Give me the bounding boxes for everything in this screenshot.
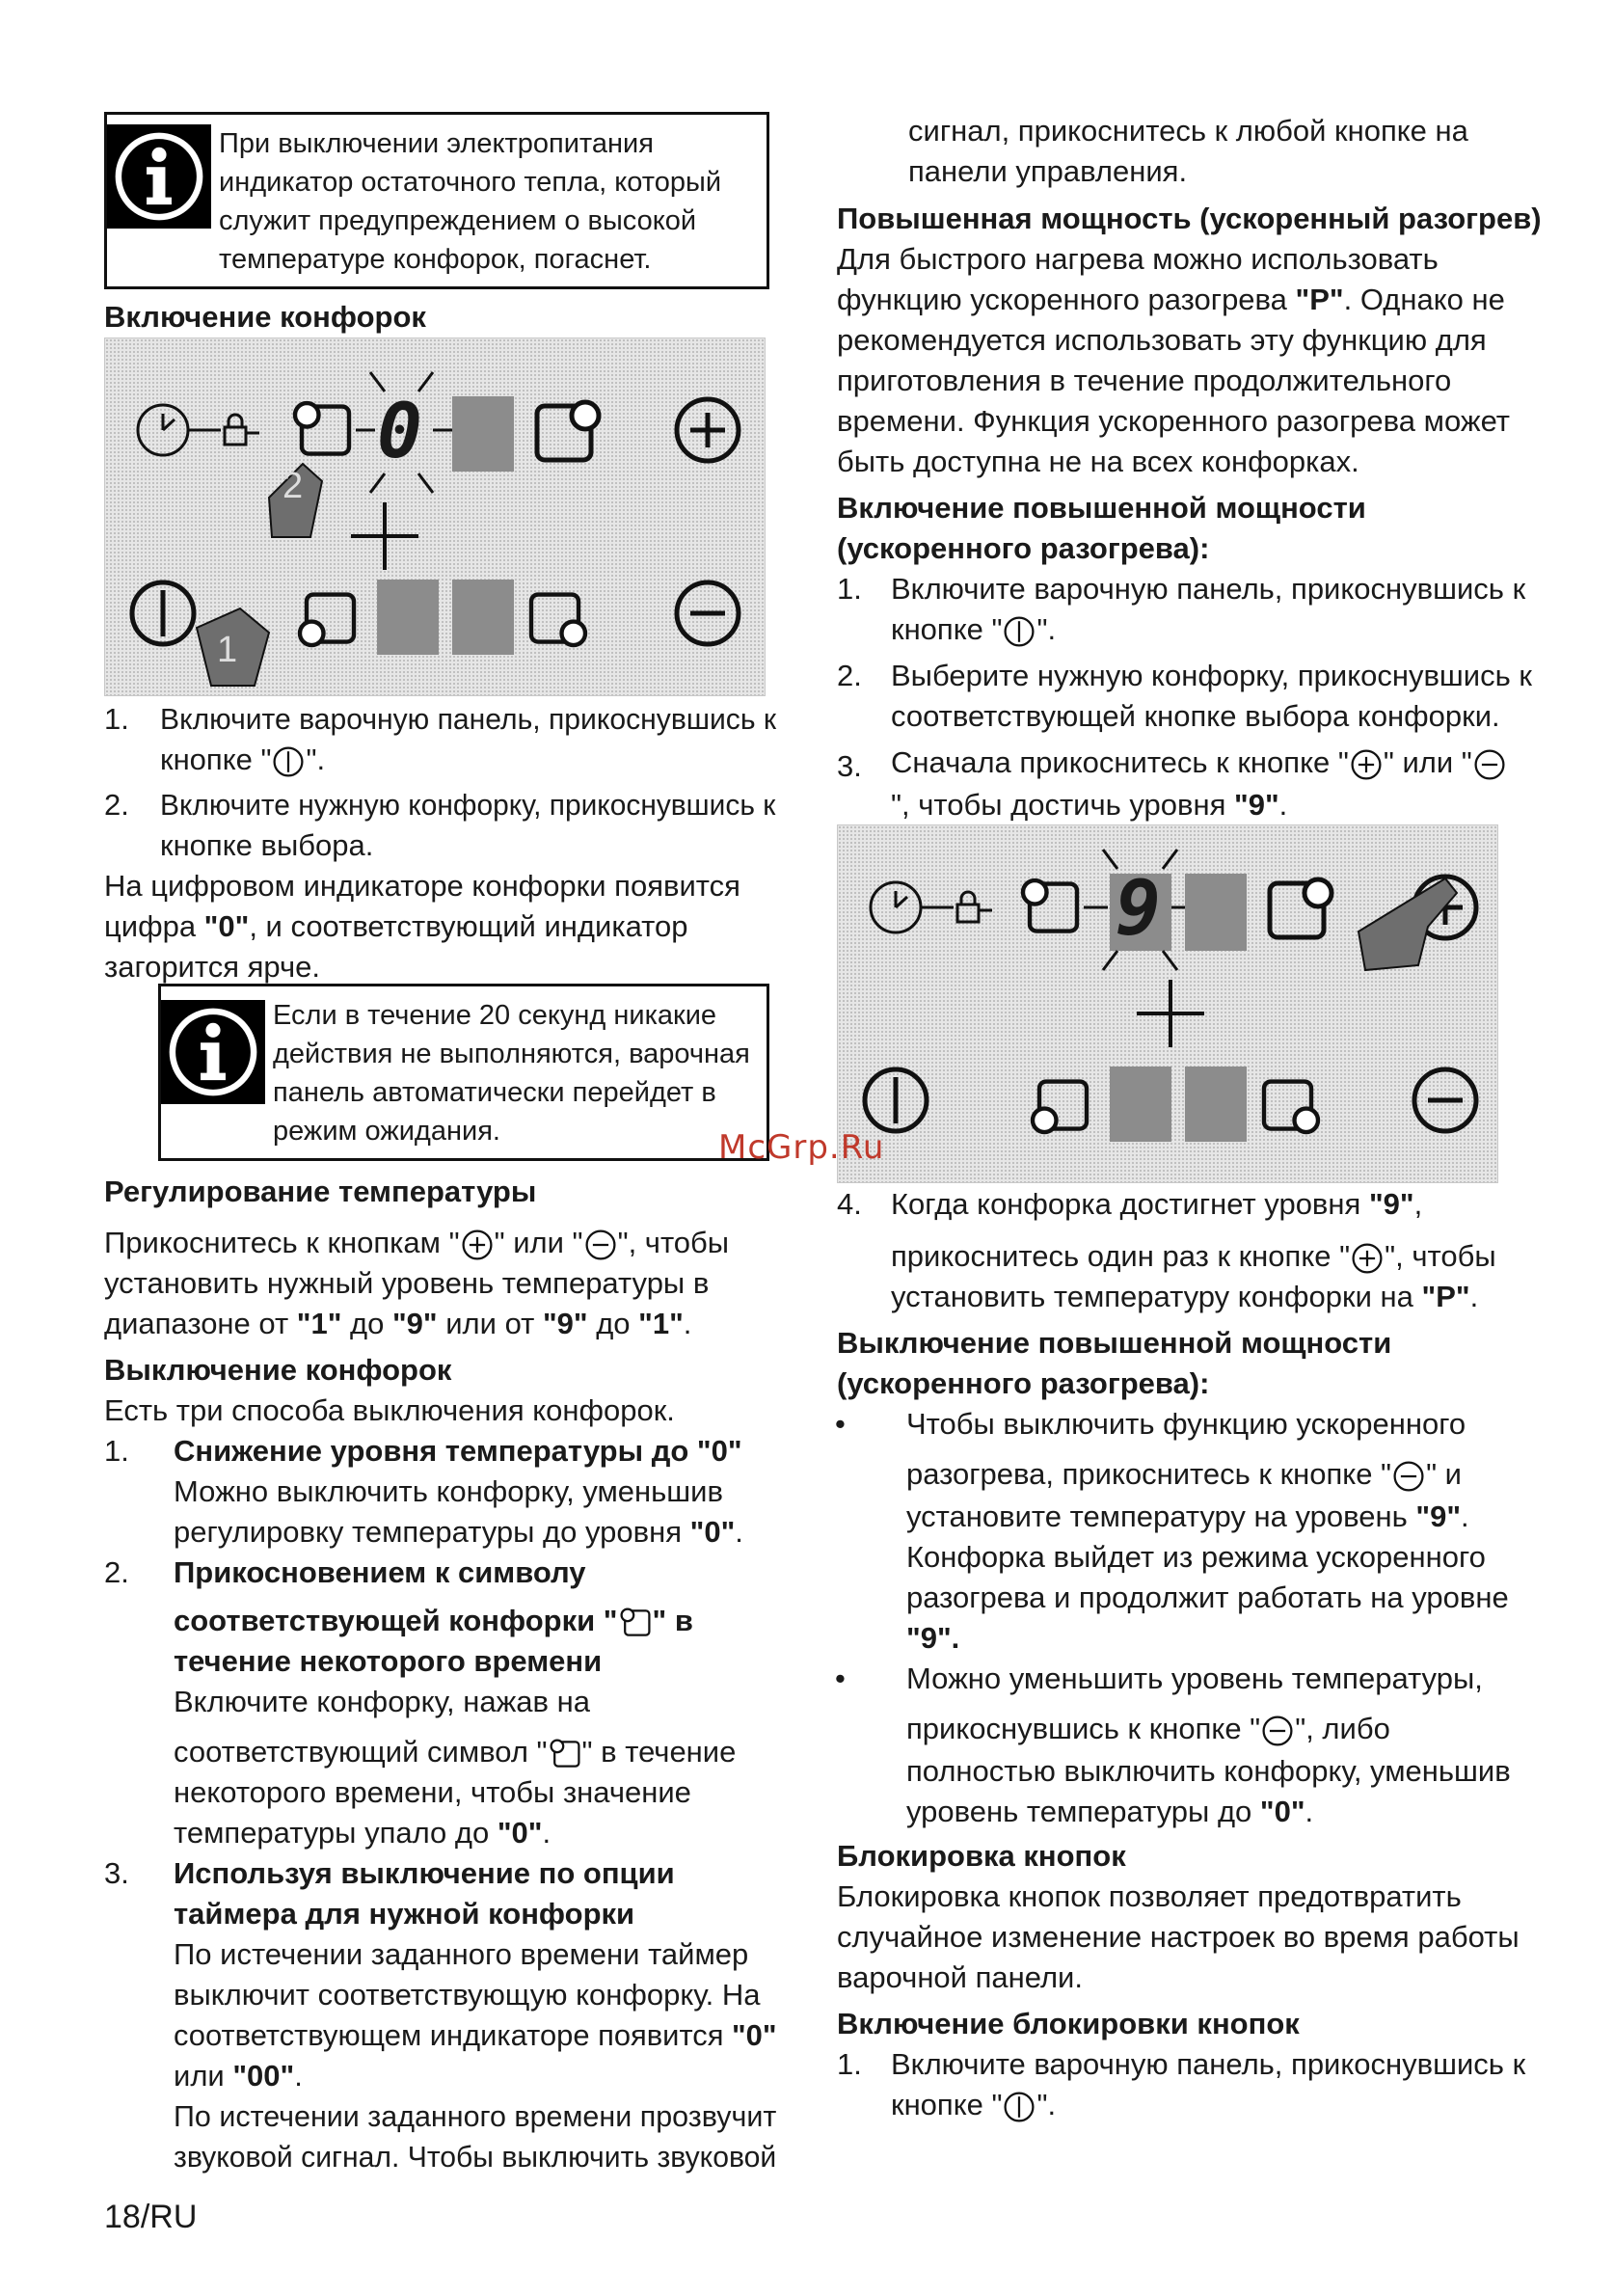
plus-icon xyxy=(1349,747,1384,782)
list-number: 1. xyxy=(104,1434,129,1468)
list-number: 1. xyxy=(104,702,129,736)
bullet-text xyxy=(906,1792,1313,1832)
timer-icon xyxy=(138,405,221,455)
info-line: действия не выполняются, варочная xyxy=(273,1039,750,1069)
text-part: цифра xyxy=(104,909,204,943)
text-part: " или " xyxy=(1383,745,1472,779)
bullet-text xyxy=(906,1497,1469,1537)
step-text xyxy=(891,743,1507,783)
text-part: диапазоне от xyxy=(104,1307,297,1340)
bullet-text xyxy=(906,1709,1390,1749)
text-part: Прикоснитесь к кнопкам " xyxy=(104,1226,460,1259)
text-part: . xyxy=(542,1816,551,1850)
panel2-display-digit: 9 xyxy=(1116,866,1161,953)
step-text xyxy=(891,2085,1056,2125)
info-line: температуре конфорок, погаснет. xyxy=(219,244,652,275)
list-number: 1. xyxy=(837,572,862,606)
lock-icon xyxy=(957,892,992,922)
bold-value: "0" xyxy=(732,2018,777,2052)
text-part: прикоснитесь один раз к кнопке " xyxy=(891,1239,1351,1273)
heading-zones-on: Включение конфорок xyxy=(104,300,426,334)
minus-icon xyxy=(1391,1459,1426,1494)
step-text: Включите варочную панель, прикоснувшись к xyxy=(891,572,1526,606)
step-text-part: кнопке " xyxy=(160,743,272,776)
step-text: кнопке выбора. xyxy=(160,828,374,862)
bold-value: "9" xyxy=(542,1307,588,1340)
text-part: ", либо xyxy=(1295,1712,1390,1745)
list-number: 2. xyxy=(837,659,862,692)
text-part: . xyxy=(1305,1795,1314,1828)
paragraph: панели управления. xyxy=(908,154,1188,188)
info-line: режим ожидания. xyxy=(273,1116,500,1147)
list-number: 2. xyxy=(104,1555,129,1589)
bold-value: "9" xyxy=(1415,1499,1462,1533)
heading-boost-off: Выключение повышенной мощности xyxy=(837,1326,1392,1360)
step-text: Включите варочную панель, прикоснувшись к xyxy=(891,2047,1526,2081)
text-part: регулировку температуры до уровня xyxy=(174,1515,690,1549)
heading-key-lock-on: Включение блокировки кнопок xyxy=(837,2007,1300,2040)
step-text xyxy=(891,1236,1496,1277)
paragraph: варочной панели. xyxy=(837,1960,1083,1994)
method-title: течение некоторого времени xyxy=(174,1644,603,1678)
lock-icon xyxy=(225,415,259,445)
heading-boost-on: (ускоренного разогрева): xyxy=(837,531,1210,565)
heading-boost-on: Включение повышенной мощности xyxy=(837,491,1366,525)
text-part: , xyxy=(1413,1187,1423,1221)
method-text xyxy=(174,1512,743,1553)
zone-select-icon xyxy=(618,1606,653,1640)
bold-value: "00" xyxy=(232,2059,295,2093)
minus-icon xyxy=(1472,747,1507,782)
method-text xyxy=(174,2015,777,2056)
timer-icon xyxy=(871,882,954,932)
text-part: соответствующей конфорки " xyxy=(174,1604,618,1637)
text-part: Когда конфорка достигнет уровня xyxy=(891,1187,1369,1221)
step-text-part: ". xyxy=(306,743,326,776)
info-box-standby xyxy=(158,984,769,1161)
method-text: выключит соответствующую конфорку. На xyxy=(174,1978,761,2012)
bullet-text: Чтобы выключить функцию ускоренного xyxy=(906,1407,1466,1441)
bold-value: "1" xyxy=(296,1307,342,1340)
info-box-power-off xyxy=(104,112,769,289)
bullet-text: полностью выключить конфорку, уменьшив xyxy=(906,1754,1511,1788)
method-title xyxy=(174,1601,693,1641)
power-icon xyxy=(271,744,306,779)
bullet-text: Можно уменьшить уровень температуры, xyxy=(906,1661,1483,1695)
text-part: ". xyxy=(1036,2088,1057,2121)
heading-boost: Повышенная мощность (ускоренный разогрев) xyxy=(837,202,1542,235)
panel1-hand-step-2: 2 xyxy=(282,466,304,506)
text-part: уровень температуры до xyxy=(906,1795,1260,1828)
step-text xyxy=(891,1277,1478,1317)
bold-value: "0" xyxy=(203,909,250,943)
method-text xyxy=(174,1813,551,1853)
step-text xyxy=(160,740,325,780)
paragraph: приготовления в течение продолжительного xyxy=(837,364,1452,397)
text-part: , и соответствующий индикатор xyxy=(249,909,688,943)
control-panel-illustration-1 xyxy=(104,338,766,696)
watermark: McGrp.Ru xyxy=(718,1128,885,1167)
bullet: • xyxy=(835,1407,846,1441)
text-part: ", чтобы xyxy=(1385,1239,1496,1273)
paragraph: загорится ярче. xyxy=(104,950,320,984)
text-part: соответствующий символ " xyxy=(174,1735,548,1769)
method-title: Используя выключение по опции xyxy=(174,1856,675,1890)
text-part: кнопке " xyxy=(891,2088,1003,2121)
minus-icon xyxy=(1260,1714,1295,1748)
heading-temperature: Регулирование температуры xyxy=(104,1175,537,1208)
text-part: установить температуру конфорки на xyxy=(891,1280,1422,1313)
bold-value: "0" xyxy=(497,1816,543,1850)
text-part: прикоснувшись к кнопке " xyxy=(906,1712,1261,1745)
method-title: таймера для нужной конфорки xyxy=(174,1897,635,1931)
text-part: . xyxy=(1461,1499,1469,1533)
text-part: . xyxy=(1469,1280,1479,1313)
list-number: 1. xyxy=(837,2047,862,2081)
text-part: кнопке " xyxy=(891,612,1003,646)
paragraph: сигнал, прикоснитесь к любой кнопке на xyxy=(908,114,1468,148)
info-line: Если в течение 20 секунд никакие xyxy=(273,1000,717,1031)
step-text: Выберите нужную конфорку, прикоснувшись к xyxy=(891,659,1532,692)
text-part: установите температуру на уровень xyxy=(906,1499,1416,1533)
text-part: " или " xyxy=(494,1226,583,1259)
bold-value: "9" xyxy=(1234,788,1279,822)
heading-key-lock: Блокировка кнопок xyxy=(837,1839,1126,1873)
paragraph xyxy=(104,1304,691,1344)
paragraph xyxy=(837,280,1505,320)
step-text: Включите нужную конфорку, прикоснувшись к xyxy=(160,788,776,822)
text-part: . xyxy=(1278,788,1288,822)
paragraph: Для быстрого нагрева можно использовать xyxy=(837,242,1439,276)
bullet-text xyxy=(906,1454,1462,1495)
method-title: Снижение уровня температуры до "0" xyxy=(174,1434,742,1468)
text-part: " и xyxy=(1426,1457,1462,1491)
text-part: или xyxy=(174,2059,233,2093)
text-part: . xyxy=(683,1307,692,1340)
method-text: некоторого времени, чтобы значение xyxy=(174,1775,691,1809)
info-line: индикатор остаточного тепла, который xyxy=(219,167,722,198)
text-part: Сначала прикоснитесь к кнопке " xyxy=(891,745,1349,779)
step-text: соответствующей кнопке выбора конфорки. xyxy=(891,699,1500,733)
zone-select-icon xyxy=(295,403,375,454)
text-part: ", чтобы достичь уровня xyxy=(891,788,1235,822)
step-text xyxy=(891,609,1056,650)
bold-value: "9" xyxy=(391,1307,438,1340)
step-text xyxy=(891,1184,1422,1225)
paragraph: времени. Функция ускоренного разогрева может xyxy=(837,404,1510,438)
bold-value: "0" xyxy=(689,1515,736,1549)
paragraph: быть доступна не на всех конфорках. xyxy=(837,445,1359,478)
method-text: Включите конфорку, нажав на xyxy=(174,1685,590,1718)
bullet-text: разогрева и продолжит работать на уровне xyxy=(906,1580,1509,1614)
paragraph: На цифровом индикаторе конфорки появится xyxy=(104,869,740,903)
control-panel-illustration-2 xyxy=(837,824,1498,1183)
bullet: • xyxy=(835,1661,846,1695)
list-number: 2. xyxy=(104,788,129,822)
method-text: По истечении заданного времени таймер xyxy=(174,1937,749,1971)
text-part: до xyxy=(341,1307,392,1340)
zone-select-icon xyxy=(548,1737,582,1771)
bold-value: "P" xyxy=(1421,1280,1470,1313)
text-part: . xyxy=(294,2059,303,2093)
bullet-text: "9". xyxy=(906,1621,960,1655)
bold-value: "P" xyxy=(1295,283,1344,316)
paragraph xyxy=(104,1223,729,1263)
paragraph: Есть три способа выключения конфорок. xyxy=(104,1393,675,1427)
method-text: звуковой сигнал. Чтобы выключить звуковой xyxy=(174,2140,777,2174)
list-number: 3. xyxy=(837,749,862,783)
text-part: ", чтобы xyxy=(617,1226,730,1259)
plus-icon xyxy=(1350,1241,1385,1276)
method-text: Можно выключить конфорку, уменьшив xyxy=(174,1474,723,1508)
step-text: Включите варочную панель, прикоснувшись к xyxy=(160,702,777,736)
method-text xyxy=(174,1732,736,1772)
panel1-display-digit: 0 xyxy=(377,389,422,475)
method-text: По истечении заданного времени прозвучит xyxy=(174,2099,777,2133)
list-number: 4. xyxy=(837,1187,862,1221)
text-part: ". xyxy=(1036,612,1057,646)
heading-zones-off: Выключение конфорок xyxy=(104,1353,452,1387)
method-title: Прикосновением к символу xyxy=(174,1555,586,1589)
step-text xyxy=(891,785,1287,825)
page-number: 18/RU xyxy=(104,2199,198,2235)
paragraph: рекомендуется использовать эту функцию для xyxy=(837,323,1487,357)
text-part: " в течение xyxy=(581,1735,737,1769)
paragraph: Блокировка кнопок позволяет предотвратить xyxy=(837,1879,1462,1913)
text-part: функцию ускоренного разогрева xyxy=(837,283,1296,316)
info-line: панель автоматически перейдет в xyxy=(273,1077,716,1108)
method-text xyxy=(174,2056,303,2096)
text-part: . Однако не xyxy=(1343,283,1505,316)
bullet-text: Конфорка выйдет из режима ускоренного xyxy=(906,1540,1486,1574)
paragraph: случайное изменение настроек во время работы xyxy=(837,1920,1520,1954)
text-part: соответствующем индикаторе появится xyxy=(174,2018,733,2052)
bold-value: "1" xyxy=(638,1307,684,1340)
text-part: " в xyxy=(652,1604,693,1637)
bold-value: "0" xyxy=(1259,1795,1305,1828)
power-icon xyxy=(1002,2090,1036,2124)
paragraph: установить нужный уровень температуры в xyxy=(104,1266,710,1300)
text-part: или от xyxy=(437,1307,543,1340)
minus-icon xyxy=(583,1228,618,1262)
info-line: При выключении электропитания xyxy=(219,128,654,159)
heading-boost-off: (ускоренного разогрева): xyxy=(837,1366,1210,1400)
text-part: разогрева, прикоснитесь к кнопке " xyxy=(906,1457,1392,1491)
paragraph xyxy=(104,906,687,947)
text-part: . xyxy=(735,1515,743,1549)
info-icon xyxy=(107,124,211,229)
power-icon xyxy=(1002,614,1036,649)
bold-value: "9" xyxy=(1368,1187,1414,1221)
info-line: служит предупреждением о высокой xyxy=(219,205,697,236)
text-part: до xyxy=(587,1307,639,1340)
info-icon xyxy=(161,1000,265,1104)
plus-icon xyxy=(460,1228,495,1262)
list-number: 3. xyxy=(104,1856,129,1890)
text-part: температуры упало до xyxy=(174,1816,498,1850)
panel1-hand-step-1: 1 xyxy=(217,630,238,670)
